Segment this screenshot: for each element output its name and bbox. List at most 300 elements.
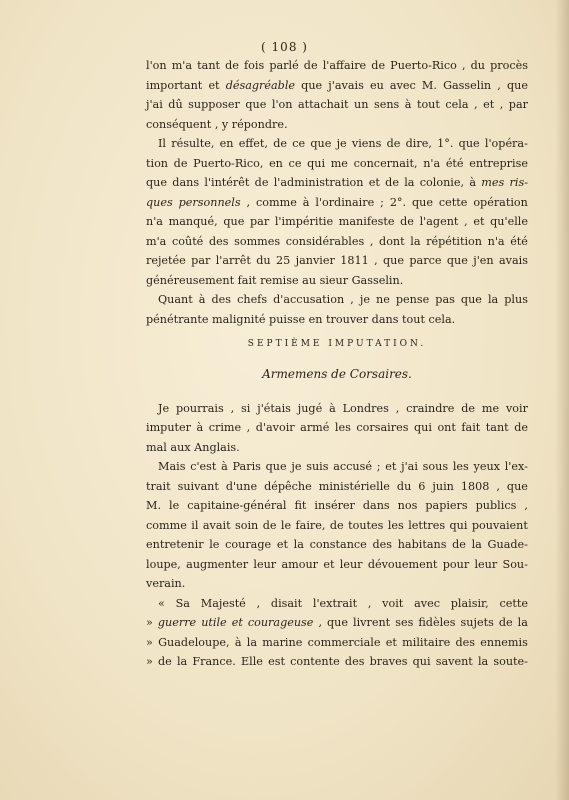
word: accusé xyxy=(333,460,372,473)
word: que xyxy=(301,78,323,92)
text-line xyxy=(146,154,528,174)
text-line xyxy=(146,193,528,213)
word: effet, xyxy=(238,137,268,150)
word: plaisir, xyxy=(450,596,489,610)
word: pouvaient xyxy=(471,518,528,532)
word: j'avais xyxy=(328,78,364,92)
word: crime xyxy=(208,421,242,434)
word: janvier xyxy=(295,254,335,267)
word: de xyxy=(262,518,277,532)
page-spine-shadow xyxy=(555,0,569,800)
word: pense xyxy=(395,293,430,306)
word: ses xyxy=(395,616,414,629)
word: l'on xyxy=(146,59,167,72)
word: soin xyxy=(235,518,259,532)
word: tant xyxy=(485,421,509,434)
word: manqué, xyxy=(168,215,218,228)
word: qui xyxy=(412,655,431,668)
word: de xyxy=(173,156,188,170)
word: constance xyxy=(309,538,367,551)
section-heading: SEPTIÈME IMPUTATION. xyxy=(247,339,427,349)
word: de xyxy=(452,538,466,551)
word: l'extrait xyxy=(312,596,358,610)
word: , xyxy=(246,421,251,434)
word: Sou- xyxy=(502,557,528,571)
word: utile xyxy=(201,616,227,629)
word: chefs xyxy=(237,293,268,306)
word: le xyxy=(280,518,292,532)
word: dont xyxy=(379,234,405,248)
word: attachait xyxy=(298,98,349,111)
word: je xyxy=(359,293,370,306)
word: et xyxy=(323,557,335,571)
word: voir xyxy=(505,401,528,415)
word: , xyxy=(367,596,372,610)
word: pas xyxy=(435,293,455,306)
word: ; xyxy=(376,460,381,473)
word: j'en xyxy=(473,254,494,267)
text-line xyxy=(146,56,528,76)
word: de xyxy=(303,59,318,72)
word: ris- xyxy=(509,176,528,189)
word: rejetée xyxy=(146,254,186,267)
text-line xyxy=(146,438,528,458)
word: , xyxy=(369,234,374,248)
word: savent xyxy=(435,655,473,668)
word: M. xyxy=(146,499,162,512)
word: d'accusation xyxy=(273,293,345,306)
word: 1808 xyxy=(460,479,490,493)
word: loupe, xyxy=(146,557,181,571)
word: pourrais xyxy=(175,401,224,415)
word: avais xyxy=(498,254,528,267)
word: ; xyxy=(380,195,384,209)
word: répétition xyxy=(426,234,482,248)
word: insérer xyxy=(314,499,355,512)
word: tout xyxy=(416,98,440,111)
word: viens xyxy=(351,137,382,150)
word: comme xyxy=(146,518,187,532)
word: braves xyxy=(369,655,408,668)
word: commerciale xyxy=(307,635,381,649)
text-line xyxy=(146,271,528,291)
word: , xyxy=(474,98,478,111)
word: , xyxy=(318,616,322,629)
word: avait xyxy=(202,518,231,532)
word: et xyxy=(483,98,495,111)
word: à xyxy=(404,98,412,111)
word: été xyxy=(445,156,464,170)
word: habitans xyxy=(397,538,447,551)
word: et xyxy=(368,176,380,189)
word: juin xyxy=(432,479,454,493)
word: l'administration xyxy=(273,176,364,189)
word: du xyxy=(470,59,486,72)
word: que xyxy=(460,293,482,306)
word: la xyxy=(293,538,304,551)
word: en xyxy=(219,137,234,150)
text-line xyxy=(146,173,528,193)
text-line xyxy=(146,310,528,330)
line-text: verain. xyxy=(146,577,186,590)
word: militaire xyxy=(402,635,451,649)
word: courageuse xyxy=(247,616,314,629)
word: des xyxy=(344,655,365,668)
word: trait xyxy=(146,479,171,493)
word: publics xyxy=(475,499,517,512)
word: le xyxy=(169,499,180,512)
text-line xyxy=(146,399,528,419)
word: j'étais xyxy=(257,401,291,415)
text-line xyxy=(146,477,528,497)
word: , xyxy=(230,401,235,415)
word: à xyxy=(221,460,228,473)
word: n'a xyxy=(487,234,505,248)
word: parlé xyxy=(269,59,299,72)
word: et xyxy=(473,215,485,228)
word: leur xyxy=(474,557,498,571)
word: ce xyxy=(292,137,306,150)
word: désagréable xyxy=(225,78,296,92)
word: leur xyxy=(339,557,363,571)
text-line xyxy=(146,652,528,672)
word: ennemis xyxy=(480,635,528,649)
word: sous xyxy=(422,460,449,473)
word: cela xyxy=(445,98,469,111)
section-subheading: Armemens de Corsaires. xyxy=(262,366,412,381)
word: dire, xyxy=(405,137,432,150)
text-line xyxy=(146,457,528,477)
word: , xyxy=(496,479,500,493)
word: Puerto-Rico xyxy=(390,59,457,72)
word: les xyxy=(387,518,404,532)
text-line xyxy=(146,251,528,271)
word: à xyxy=(196,421,204,434)
word: , xyxy=(395,401,400,415)
word: la xyxy=(517,616,528,629)
word: , xyxy=(256,596,261,610)
word: m'a xyxy=(171,59,193,72)
word: que xyxy=(245,98,267,111)
word: cette xyxy=(438,195,468,209)
word: ne xyxy=(376,293,390,306)
word: de xyxy=(498,616,513,629)
word: l'opéra- xyxy=(484,137,528,150)
word: fit xyxy=(294,499,307,512)
text-line xyxy=(146,574,528,594)
word: Mais xyxy=(158,460,186,473)
word: qui xyxy=(449,518,468,532)
text-line xyxy=(146,134,528,154)
word: disait xyxy=(270,596,303,610)
word: de xyxy=(158,655,172,668)
word: sujets xyxy=(460,616,494,629)
word: craindre xyxy=(406,401,455,415)
word: yeux xyxy=(473,460,500,473)
word: et xyxy=(231,616,243,629)
word: d'une xyxy=(225,479,258,493)
word: l'agent xyxy=(419,215,459,228)
word: il xyxy=(191,518,199,532)
word: les xyxy=(334,421,351,434)
word: est xyxy=(268,655,285,668)
word: résulte, xyxy=(171,137,215,150)
word: n'a xyxy=(146,215,163,228)
word: que xyxy=(383,254,405,267)
word: que xyxy=(327,616,349,629)
word: à xyxy=(198,293,206,306)
word: de xyxy=(254,176,269,189)
word: que xyxy=(506,479,528,493)
paragraph-group-1 xyxy=(146,56,528,329)
word: sommes xyxy=(234,234,281,248)
word: l'impéritie xyxy=(274,215,334,228)
word: parce xyxy=(409,254,442,267)
word: à xyxy=(302,195,310,209)
word: un xyxy=(354,98,369,111)
page-number: ( 108 ) xyxy=(261,40,308,54)
text-line xyxy=(146,496,528,516)
word: capitaine-général xyxy=(187,499,287,512)
word: contente xyxy=(290,655,340,668)
word: de xyxy=(400,215,414,228)
word: Guade- xyxy=(487,538,528,551)
word: nos xyxy=(397,499,418,512)
word: 6 xyxy=(418,479,426,493)
word: des xyxy=(372,538,393,551)
word: pour xyxy=(442,557,470,571)
word: , xyxy=(374,254,378,267)
word: avec xyxy=(414,596,440,610)
word: la xyxy=(404,176,415,189)
word: dévouement xyxy=(367,557,438,571)
word: l'affaire xyxy=(322,59,367,72)
word: de xyxy=(225,59,239,72)
word: Elle xyxy=(240,655,263,668)
word: tant xyxy=(197,59,221,72)
text-line xyxy=(146,535,528,555)
word: 25 xyxy=(276,254,291,267)
word: Sa xyxy=(175,596,190,610)
word: , xyxy=(461,59,466,72)
word: j'ai xyxy=(146,98,163,111)
word: de xyxy=(514,421,528,434)
word: par xyxy=(250,215,270,228)
word: livrent xyxy=(353,616,391,629)
word: dans xyxy=(172,176,200,189)
text-line xyxy=(146,212,528,232)
word: amour xyxy=(281,557,319,571)
text-line xyxy=(146,555,528,575)
word: corsaires xyxy=(356,421,409,434)
word: de xyxy=(385,176,399,189)
word: la xyxy=(471,538,482,551)
text-line xyxy=(146,633,528,653)
word: marine xyxy=(262,635,303,649)
word: imputer xyxy=(146,421,192,434)
word: entreprise xyxy=(469,156,528,170)
word: que xyxy=(446,254,468,267)
word: guerre xyxy=(157,616,197,629)
word: courage xyxy=(225,538,272,551)
word: je xyxy=(336,137,347,150)
word: procès xyxy=(490,59,528,72)
text-line xyxy=(146,516,528,536)
word: et xyxy=(208,78,220,92)
word: augmenter xyxy=(186,557,249,571)
word: Guadeloupe, xyxy=(158,635,230,649)
word: France. xyxy=(192,655,236,668)
word: des xyxy=(208,234,229,248)
word: à xyxy=(329,401,336,415)
word: 1°. xyxy=(437,137,454,150)
word: l'ordinaire xyxy=(315,195,375,209)
word: » xyxy=(146,616,153,629)
word: me xyxy=(481,401,500,415)
word: avec xyxy=(389,78,416,92)
word: dans xyxy=(362,499,390,512)
word: et xyxy=(385,460,397,473)
word: que xyxy=(265,460,287,473)
line-text: généreusement fait remise au sieur Gasselin. xyxy=(146,273,404,287)
word: , xyxy=(499,98,504,111)
word: suis xyxy=(306,460,329,473)
word: que xyxy=(223,215,245,228)
word: manifeste xyxy=(338,215,395,228)
word: j'ai xyxy=(401,460,418,473)
word: supposer xyxy=(188,98,240,111)
word: que xyxy=(412,195,433,209)
word: que xyxy=(310,137,332,150)
text-line xyxy=(146,95,528,115)
word: « xyxy=(158,596,165,610)
word: à xyxy=(469,176,476,189)
word: Quant xyxy=(158,293,193,306)
word: la xyxy=(176,655,188,668)
word: de xyxy=(386,137,401,150)
word: faire, xyxy=(295,518,326,532)
word: soute- xyxy=(493,655,528,668)
word: considérables xyxy=(285,234,365,248)
word: ministérielle xyxy=(318,479,390,493)
word: lettres xyxy=(408,518,446,532)
text-line xyxy=(146,290,528,310)
word: la xyxy=(246,635,258,649)
word: 2°. xyxy=(389,195,407,209)
word: n'a xyxy=(423,156,441,170)
word: la xyxy=(477,655,489,668)
word: c'est xyxy=(190,460,217,473)
word: des xyxy=(455,635,476,649)
word: coûté xyxy=(171,234,204,248)
word: suivant xyxy=(177,479,219,493)
word: cette xyxy=(499,596,528,610)
word: et xyxy=(385,635,397,649)
word: mes xyxy=(481,176,505,189)
text-line xyxy=(146,594,528,614)
word: par xyxy=(191,254,211,267)
word: la xyxy=(487,293,499,306)
word: de xyxy=(371,59,386,72)
word: dû xyxy=(168,98,183,111)
word: concernait, xyxy=(353,156,418,170)
word: le xyxy=(209,538,220,551)
word: dépêche xyxy=(264,479,312,493)
word: qui xyxy=(307,156,326,170)
word: fait xyxy=(461,421,481,434)
word: jugé xyxy=(297,401,323,415)
word: m'a xyxy=(146,234,167,248)
word: armé xyxy=(300,421,330,434)
word: ont xyxy=(437,421,456,434)
word: Puerto-Rico, xyxy=(193,156,264,170)
word: me xyxy=(330,156,348,170)
word: leur xyxy=(253,557,277,571)
word: je xyxy=(291,460,302,473)
text-line xyxy=(146,418,528,438)
word: plus xyxy=(504,293,528,306)
word: de xyxy=(329,518,344,532)
word: l'ex- xyxy=(504,460,528,473)
word: qui xyxy=(413,421,432,434)
word: important xyxy=(146,78,203,92)
word: du xyxy=(396,479,412,493)
word: qu'elle xyxy=(490,215,528,228)
word: par xyxy=(508,98,528,111)
word: » xyxy=(146,655,153,668)
word: M. xyxy=(421,78,437,92)
word: entretenir xyxy=(146,538,204,551)
word: et xyxy=(276,538,288,551)
word: eu xyxy=(369,78,384,92)
word: à xyxy=(234,635,242,649)
word: Londres xyxy=(342,401,389,415)
line-text: mal aux Anglais. xyxy=(146,440,240,454)
word: Il xyxy=(158,137,166,150)
word: été xyxy=(510,234,528,248)
word: que xyxy=(146,176,167,189)
word: l'on xyxy=(271,98,293,111)
word: ce xyxy=(288,156,302,170)
word: d'avoir xyxy=(255,421,295,434)
text-line xyxy=(146,613,528,633)
word: Gasselin xyxy=(443,78,492,92)
word: Paris xyxy=(232,460,261,473)
text-line xyxy=(146,76,528,96)
word: du xyxy=(256,254,271,267)
line-text: conséquent , y répondre. xyxy=(146,117,288,131)
word: opération xyxy=(473,195,528,209)
word: que xyxy=(506,78,528,92)
word: personnels xyxy=(178,195,241,209)
word: , xyxy=(246,195,251,209)
text-line xyxy=(146,115,528,135)
text-line xyxy=(146,232,528,252)
word: 1811 xyxy=(340,254,369,267)
word: fidèles xyxy=(418,616,456,629)
word: des xyxy=(211,293,232,306)
word: l'intérêt xyxy=(204,176,250,189)
word: , xyxy=(524,499,528,512)
word: la xyxy=(410,234,421,248)
word: Majesté xyxy=(200,596,246,610)
word: si xyxy=(241,401,251,415)
word: ques xyxy=(146,195,173,209)
word: sens xyxy=(373,98,400,111)
word: l'arrêt xyxy=(215,254,251,267)
word: colonie, xyxy=(419,176,465,189)
word: , xyxy=(350,293,354,306)
